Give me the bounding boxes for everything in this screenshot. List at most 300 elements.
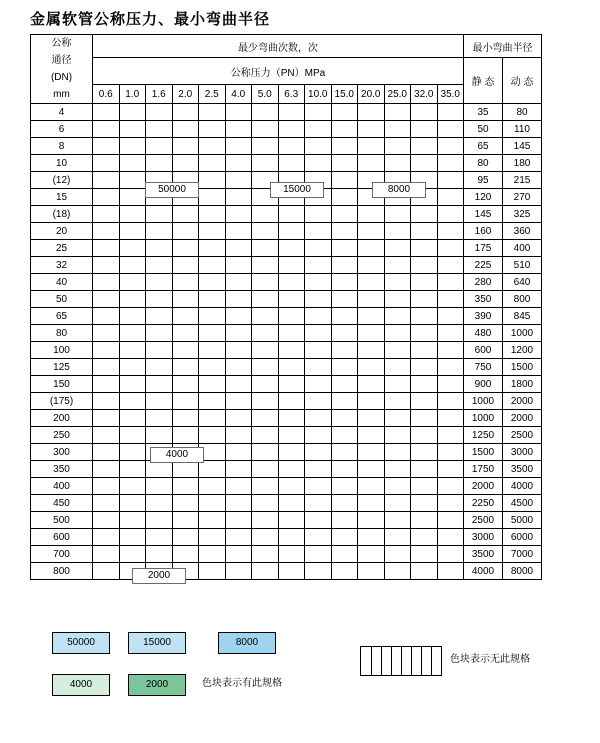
cell-pressure-2.5 (199, 546, 226, 563)
cell-pressure-25.0 (384, 512, 411, 529)
cell-pressure-4.0 (225, 291, 252, 308)
cell-pressure-15.0 (331, 529, 358, 546)
callout-50000: 50000 (145, 182, 199, 198)
cell-pressure-1.0 (119, 529, 146, 546)
cell-pressure-1.6 (146, 478, 173, 495)
cell-pressure-2.5 (199, 410, 226, 427)
cell-pressure-32.0 (411, 376, 438, 393)
cell-pressure-0.6 (93, 206, 120, 223)
cell-pressure-5.0 (252, 223, 279, 240)
cell-pressure-2.5 (199, 359, 226, 376)
cell-dynamic-radius: 110 (503, 121, 542, 138)
cell-pressure-5.0 (252, 461, 279, 478)
cell-dn: 32 (31, 257, 93, 274)
cell-pressure-4.0 (225, 121, 252, 138)
cell-pressure-10.0 (305, 529, 332, 546)
cell-pressure-1.6 (146, 376, 173, 393)
table-row (31, 376, 542, 393)
cell-pressure-1.0 (119, 206, 146, 223)
cell-pressure-0.6 (93, 529, 120, 546)
table-row (31, 325, 542, 342)
table-row (31, 291, 542, 308)
cell-pressure-5.0 (252, 206, 279, 223)
cell-pressure-0.6 (93, 393, 120, 410)
cell-pressure-10.0 (305, 376, 332, 393)
cell-pressure-2.0 (172, 359, 199, 376)
cell-pressure-6.3 (278, 138, 305, 155)
cell-pressure-20.0 (358, 121, 385, 138)
cell-pressure-15.0 (331, 393, 358, 410)
cell-dynamic-radius: 4500 (503, 495, 542, 512)
cell-dn: 200 (31, 410, 93, 427)
cell-pressure-15.0 (331, 478, 358, 495)
cell-pressure-1.0 (119, 342, 146, 359)
cell-pressure-1.6 (146, 155, 173, 172)
table-row (31, 427, 542, 444)
cell-static-radius: 280 (464, 274, 503, 291)
cell-dynamic-radius: 2000 (503, 410, 542, 427)
cell-pressure-4.0 (225, 563, 252, 580)
cell-pressure-2.0 (172, 376, 199, 393)
cell-pressure-15.0 (331, 172, 358, 189)
cell-dynamic-radius: 3500 (503, 461, 542, 478)
cell-pressure-6.3 (278, 104, 305, 121)
cell-pressure-0.6 (93, 121, 120, 138)
cell-pressure-1.0 (119, 121, 146, 138)
cell-pressure-10.0 (305, 495, 332, 512)
header-dynamic: 动 态 (503, 58, 542, 104)
cell-pressure-25.0 (384, 138, 411, 155)
cell-pressure-2.0 (172, 240, 199, 257)
cell-pressure-25.0 (384, 342, 411, 359)
cell-pressure-25.0 (384, 308, 411, 325)
cell-pressure-35.0 (437, 291, 464, 308)
cell-pressure-2.0 (172, 223, 199, 240)
cell-pressure-2.5 (199, 461, 226, 478)
cell-dn: 25 (31, 240, 93, 257)
cell-dn: 400 (31, 478, 93, 495)
cell-pressure-10.0 (305, 206, 332, 223)
cell-dn: 100 (31, 342, 93, 359)
cell-static-radius: 390 (464, 308, 503, 325)
cell-static-radius: 480 (464, 325, 503, 342)
cell-pressure-4.0 (225, 444, 252, 461)
cell-pressure-0.6 (93, 512, 120, 529)
cell-pressure-6.3 (278, 393, 305, 410)
cell-pressure-25.0 (384, 206, 411, 223)
cell-pressure-4.0 (225, 308, 252, 325)
cell-pressure-4.0 (225, 376, 252, 393)
cell-static-radius: 1000 (464, 393, 503, 410)
cell-pressure-1.6 (146, 291, 173, 308)
header-pressure-col-6.3: 6.3 (278, 85, 305, 104)
cell-pressure-10.0 (305, 563, 332, 580)
legend-box-15000: 15000 (128, 632, 186, 654)
cell-pressure-2.0 (172, 291, 199, 308)
cell-pressure-4.0 (225, 189, 252, 206)
cell-pressure-10.0 (305, 342, 332, 359)
header-pressure: 公称压力（PN）MPa (93, 58, 464, 85)
header-static: 静 态 (464, 58, 503, 104)
cell-pressure-32.0 (411, 427, 438, 444)
legend-box-50000: 50000 (52, 632, 110, 654)
cell-pressure-32.0 (411, 223, 438, 240)
cell-pressure-5.0 (252, 410, 279, 427)
table-row (31, 495, 542, 512)
cell-dn: 8 (31, 138, 93, 155)
cell-pressure-1.0 (119, 189, 146, 206)
cell-dn: 150 (31, 376, 93, 393)
cell-pressure-35.0 (437, 274, 464, 291)
cell-pressure-32.0 (411, 563, 438, 580)
header-pressure-col-0.6: 0.6 (93, 85, 120, 104)
cell-pressure-20.0 (358, 410, 385, 427)
cell-pressure-4.0 (225, 155, 252, 172)
header-pressure-col-1.6: 1.6 (146, 85, 173, 104)
cell-pressure-1.0 (119, 138, 146, 155)
table-row (31, 359, 542, 376)
header-dn-l2: 通径 (51, 55, 72, 66)
cell-pressure-20.0 (358, 444, 385, 461)
cell-pressure-35.0 (437, 138, 464, 155)
cell-pressure-2.5 (199, 291, 226, 308)
cell-pressure-1.0 (119, 155, 146, 172)
cell-static-radius: 1250 (464, 427, 503, 444)
cell-static-radius: 175 (464, 240, 503, 257)
cell-dynamic-radius: 5000 (503, 512, 542, 529)
cell-pressure-15.0 (331, 257, 358, 274)
header-dn-l4: mm (53, 89, 70, 100)
cell-pressure-10.0 (305, 359, 332, 376)
cell-pressure-2.0 (172, 138, 199, 155)
cell-pressure-35.0 (437, 563, 464, 580)
cell-pressure-1.6 (146, 342, 173, 359)
cell-pressure-4.0 (225, 495, 252, 512)
cell-pressure-25.0 (384, 155, 411, 172)
cell-pressure-2.5 (199, 427, 226, 444)
cell-pressure-32.0 (411, 257, 438, 274)
cell-pressure-1.0 (119, 291, 146, 308)
cell-pressure-1.6 (146, 240, 173, 257)
cell-pressure-32.0 (411, 240, 438, 257)
cell-pressure-1.0 (119, 104, 146, 121)
cell-pressure-1.0 (119, 240, 146, 257)
cell-pressure-1.6 (146, 495, 173, 512)
cell-pressure-1.6 (146, 512, 173, 529)
cell-pressure-25.0 (384, 427, 411, 444)
cell-pressure-15.0 (331, 512, 358, 529)
cell-pressure-5.0 (252, 308, 279, 325)
cell-dn: 6 (31, 121, 93, 138)
cell-pressure-6.3 (278, 342, 305, 359)
cell-pressure-1.0 (119, 512, 146, 529)
cell-pressure-6.3 (278, 257, 305, 274)
cell-pressure-10.0 (305, 240, 332, 257)
cell-pressure-4.0 (225, 274, 252, 291)
cell-static-radius: 2500 (464, 512, 503, 529)
cell-pressure-35.0 (437, 359, 464, 376)
cell-pressure-20.0 (358, 427, 385, 444)
cell-pressure-20.0 (358, 495, 385, 512)
cell-dynamic-radius: 640 (503, 274, 542, 291)
cell-pressure-1.6 (146, 257, 173, 274)
cell-pressure-35.0 (437, 155, 464, 172)
cell-pressure-6.3 (278, 444, 305, 461)
cell-dynamic-radius: 270 (503, 189, 542, 206)
cell-pressure-2.5 (199, 155, 226, 172)
cell-pressure-1.6 (146, 274, 173, 291)
cell-pressure-0.6 (93, 359, 120, 376)
cell-dn: 4 (31, 104, 93, 121)
cell-pressure-35.0 (437, 546, 464, 563)
table-row (31, 257, 542, 274)
cell-pressure-10.0 (305, 461, 332, 478)
cell-pressure-15.0 (331, 444, 358, 461)
cell-pressure-25.0 (384, 410, 411, 427)
cell-pressure-4.0 (225, 461, 252, 478)
cell-pressure-32.0 (411, 410, 438, 427)
cell-pressure-32.0 (411, 155, 438, 172)
cell-pressure-5.0 (252, 376, 279, 393)
cell-pressure-2.5 (199, 240, 226, 257)
cell-pressure-2.5 (199, 206, 226, 223)
cell-pressure-35.0 (437, 512, 464, 529)
cell-pressure-35.0 (437, 172, 464, 189)
cell-pressure-2.5 (199, 325, 226, 342)
cell-pressure-2.5 (199, 223, 226, 240)
cell-pressure-20.0 (358, 223, 385, 240)
cell-pressure-20.0 (358, 206, 385, 223)
cell-pressure-35.0 (437, 529, 464, 546)
cell-pressure-0.6 (93, 461, 120, 478)
cell-pressure-25.0 (384, 223, 411, 240)
cell-pressure-35.0 (437, 410, 464, 427)
cell-pressure-10.0 (305, 393, 332, 410)
cell-pressure-1.6 (146, 121, 173, 138)
cell-pressure-15.0 (331, 461, 358, 478)
cell-dynamic-radius: 1800 (503, 376, 542, 393)
cell-pressure-32.0 (411, 342, 438, 359)
cell-pressure-1.6 (146, 529, 173, 546)
cell-pressure-20.0 (358, 325, 385, 342)
cell-static-radius: 600 (464, 342, 503, 359)
cell-pressure-5.0 (252, 495, 279, 512)
table-row (31, 104, 542, 121)
cell-pressure-2.5 (199, 563, 226, 580)
cell-pressure-32.0 (411, 325, 438, 342)
header-bend-radius: 最小弯曲半径 (464, 35, 542, 58)
cell-dn: 20 (31, 223, 93, 240)
cell-pressure-2.0 (172, 155, 199, 172)
cell-pressure-10.0 (305, 546, 332, 563)
cell-pressure-2.5 (199, 172, 226, 189)
cell-pressure-35.0 (437, 257, 464, 274)
cell-pressure-10.0 (305, 427, 332, 444)
cell-pressure-15.0 (331, 495, 358, 512)
cell-dynamic-radius: 2500 (503, 427, 542, 444)
cell-pressure-0.6 (93, 274, 120, 291)
cell-pressure-25.0 (384, 104, 411, 121)
cell-pressure-6.3 (278, 529, 305, 546)
cell-pressure-1.0 (119, 478, 146, 495)
cell-pressure-0.6 (93, 104, 120, 121)
cell-pressure-2.0 (172, 478, 199, 495)
cell-pressure-1.6 (146, 223, 173, 240)
cell-pressure-5.0 (252, 478, 279, 495)
cell-dynamic-radius: 510 (503, 257, 542, 274)
cell-pressure-1.0 (119, 427, 146, 444)
cell-pressure-10.0 (305, 121, 332, 138)
cell-pressure-2.5 (199, 308, 226, 325)
cell-pressure-32.0 (411, 274, 438, 291)
cell-static-radius: 1500 (464, 444, 503, 461)
cell-pressure-4.0 (225, 478, 252, 495)
cell-pressure-5.0 (252, 529, 279, 546)
table-row (31, 461, 542, 478)
cell-pressure-35.0 (437, 495, 464, 512)
cell-pressure-5.0 (252, 155, 279, 172)
cell-pressure-1.0 (119, 172, 146, 189)
cell-pressure-10.0 (305, 410, 332, 427)
cell-pressure-4.0 (225, 427, 252, 444)
cell-pressure-35.0 (437, 478, 464, 495)
cell-pressure-1.0 (119, 274, 146, 291)
cell-pressure-0.6 (93, 257, 120, 274)
cell-pressure-5.0 (252, 444, 279, 461)
cell-pressure-25.0 (384, 291, 411, 308)
cell-pressure-2.0 (172, 495, 199, 512)
cell-pressure-4.0 (225, 257, 252, 274)
cell-pressure-0.6 (93, 325, 120, 342)
cell-dynamic-radius: 8000 (503, 563, 542, 580)
cell-dynamic-radius: 1000 (503, 325, 542, 342)
cell-pressure-1.0 (119, 546, 146, 563)
cell-pressure-20.0 (358, 359, 385, 376)
cell-pressure-32.0 (411, 291, 438, 308)
cell-pressure-2.0 (172, 257, 199, 274)
cell-dynamic-radius: 145 (503, 138, 542, 155)
cell-pressure-1.0 (119, 444, 146, 461)
cell-pressure-5.0 (252, 563, 279, 580)
cell-dn: 250 (31, 427, 93, 444)
cell-pressure-10.0 (305, 512, 332, 529)
cell-pressure-10.0 (305, 138, 332, 155)
cell-pressure-20.0 (358, 563, 385, 580)
header-pressure-col-10.0: 10.0 (305, 85, 332, 104)
cell-pressure-35.0 (437, 427, 464, 444)
cell-pressure-20.0 (358, 155, 385, 172)
header-bend-count: 最少弯曲次数，次 (93, 35, 464, 58)
cell-pressure-6.3 (278, 206, 305, 223)
cell-pressure-20.0 (358, 461, 385, 478)
table-row (31, 512, 542, 529)
table-row (31, 444, 542, 461)
cell-pressure-15.0 (331, 240, 358, 257)
cell-dn: 65 (31, 308, 93, 325)
cell-pressure-32.0 (411, 512, 438, 529)
cell-pressure-25.0 (384, 325, 411, 342)
header-dn-l1: 公称 (51, 38, 72, 49)
cell-pressure-2.5 (199, 104, 226, 121)
cell-dynamic-radius: 325 (503, 206, 542, 223)
cell-pressure-2.0 (172, 342, 199, 359)
cell-pressure-32.0 (411, 461, 438, 478)
cell-pressure-15.0 (331, 121, 358, 138)
cell-dynamic-radius: 2000 (503, 393, 542, 410)
cell-pressure-2.0 (172, 104, 199, 121)
table-header-row-1 (31, 35, 542, 58)
cell-pressure-1.6 (146, 546, 173, 563)
cell-pressure-4.0 (225, 240, 252, 257)
cell-pressure-6.3 (278, 274, 305, 291)
cell-pressure-6.3 (278, 121, 305, 138)
cell-pressure-1.6 (146, 427, 173, 444)
cell-pressure-5.0 (252, 121, 279, 138)
cell-dynamic-radius: 1500 (503, 359, 542, 376)
cell-pressure-15.0 (331, 189, 358, 206)
cell-pressure-5.0 (252, 427, 279, 444)
cell-static-radius: 750 (464, 359, 503, 376)
cell-pressure-6.3 (278, 495, 305, 512)
cell-pressure-0.6 (93, 155, 120, 172)
cell-pressure-6.3 (278, 359, 305, 376)
table-row (31, 410, 542, 427)
cell-pressure-4.0 (225, 325, 252, 342)
cell-pressure-32.0 (411, 495, 438, 512)
cell-pressure-4.0 (225, 546, 252, 563)
cell-pressure-1.0 (119, 461, 146, 478)
cell-pressure-6.3 (278, 461, 305, 478)
cell-static-radius: 145 (464, 206, 503, 223)
cell-pressure-6.3 (278, 410, 305, 427)
cell-pressure-15.0 (331, 325, 358, 342)
cell-pressure-20.0 (358, 240, 385, 257)
header-pressure-col-5.0: 5.0 (252, 85, 279, 104)
cell-pressure-25.0 (384, 546, 411, 563)
table-row (31, 342, 542, 359)
cell-pressure-1.6 (146, 206, 173, 223)
cell-pressure-10.0 (305, 291, 332, 308)
cell-pressure-2.5 (199, 189, 226, 206)
cell-pressure-1.6 (146, 410, 173, 427)
cell-pressure-25.0 (384, 495, 411, 512)
legend-note-color: 色块表示有此规格 (202, 678, 282, 689)
legend-box-4000: 4000 (52, 674, 110, 696)
cell-dynamic-radius: 800 (503, 291, 542, 308)
cell-pressure-6.3 (278, 308, 305, 325)
cell-pressure-5.0 (252, 240, 279, 257)
cell-pressure-32.0 (411, 206, 438, 223)
cell-dynamic-radius: 845 (503, 308, 542, 325)
cell-pressure-2.5 (199, 121, 226, 138)
header-pressure-col-1.0: 1.0 (119, 85, 146, 104)
cell-pressure-2.5 (199, 495, 226, 512)
cell-pressure-1.0 (119, 410, 146, 427)
header-pressure-col-35.0: 35.0 (437, 85, 464, 104)
cell-pressure-1.6 (146, 138, 173, 155)
cell-static-radius: 900 (464, 376, 503, 393)
table-row (31, 529, 542, 546)
cell-static-radius: 4000 (464, 563, 503, 580)
table-row (31, 223, 542, 240)
cell-pressure-25.0 (384, 478, 411, 495)
callout-15000: 15000 (270, 182, 324, 198)
cell-pressure-6.3 (278, 376, 305, 393)
table-row (31, 308, 542, 325)
header-pressure-col-4.0: 4.0 (225, 85, 252, 104)
cell-pressure-32.0 (411, 529, 438, 546)
table-row (31, 393, 542, 410)
